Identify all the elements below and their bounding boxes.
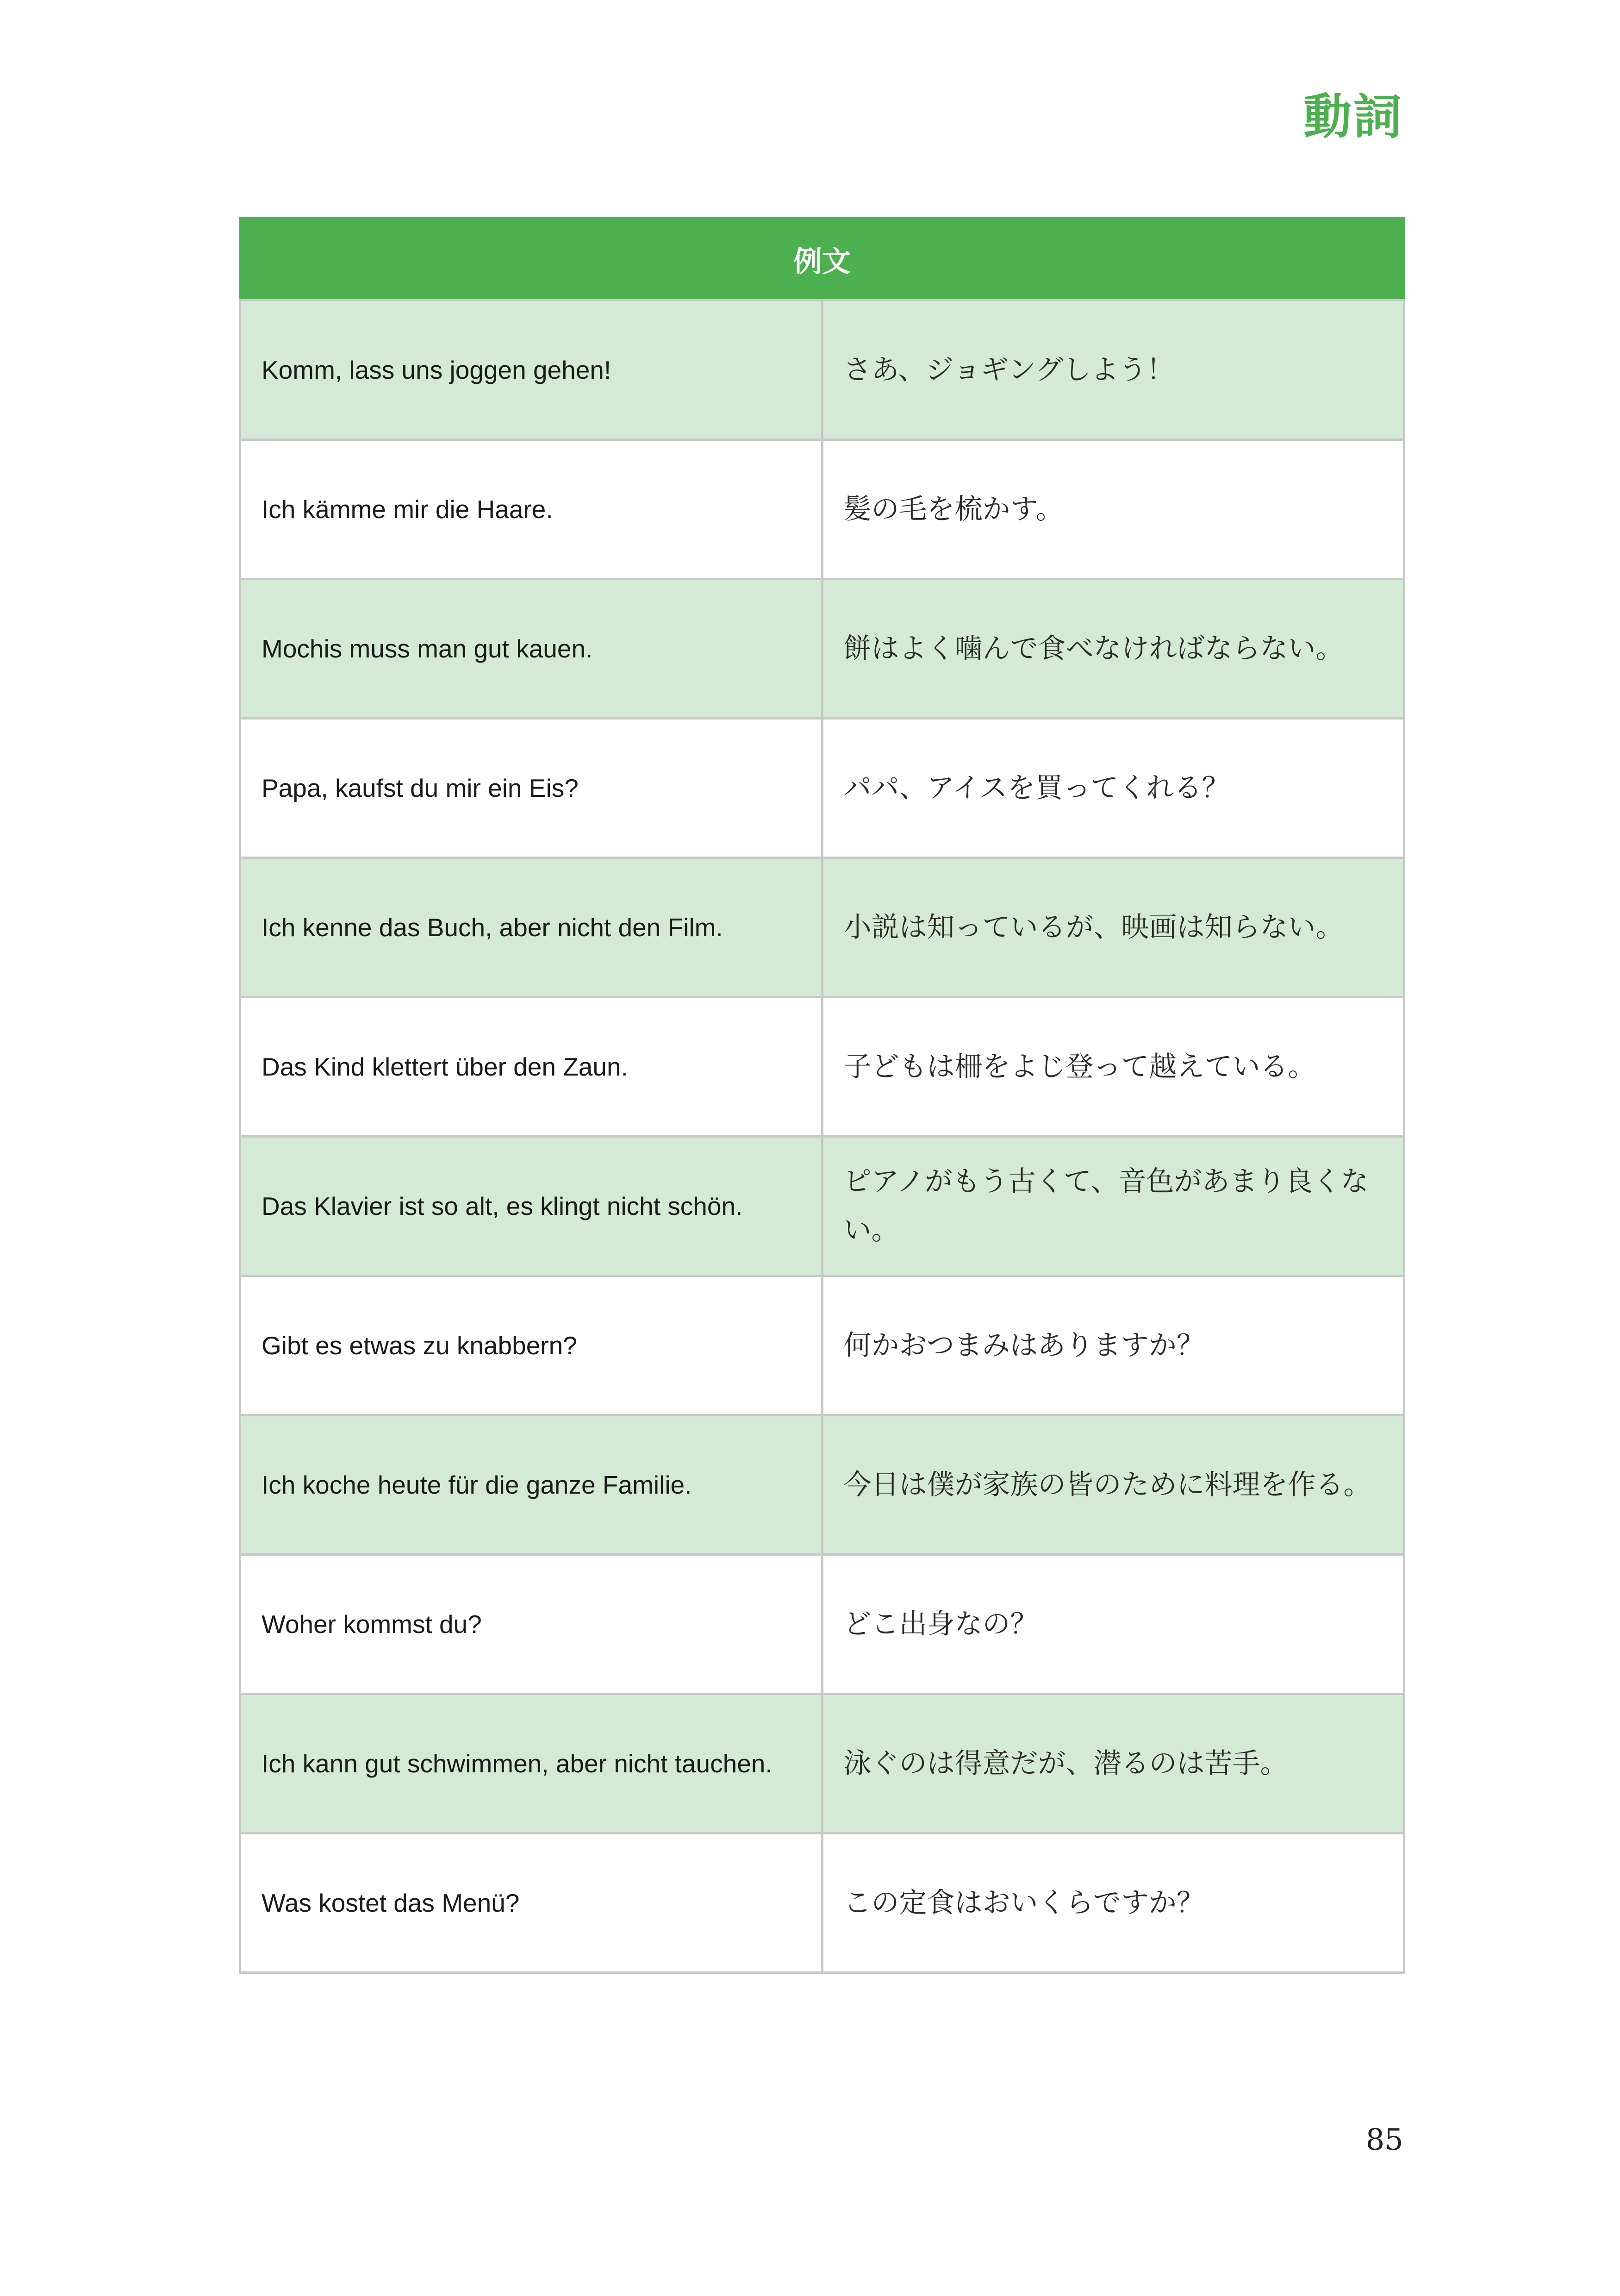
table-row xyxy=(240,719,1404,858)
table-row xyxy=(240,1415,1404,1555)
table-row xyxy=(240,300,1404,440)
german-sentence: Das Klavier ist so alt, es klingt nicht schön. xyxy=(240,1137,822,1276)
table-row xyxy=(240,1555,1404,1694)
german-sentence: Mochis muss man gut kauen. xyxy=(240,579,822,719)
german-sentence: Papa, kaufst du mir ein Eis? xyxy=(240,719,822,858)
table-row xyxy=(240,858,1404,997)
german-sentence: Ich kenne das Buch, aber nicht den Film. xyxy=(240,858,822,997)
japanese-translation: 子どもは柵をよじ登って越えている。 xyxy=(822,997,1404,1137)
table-heading: 例文 xyxy=(240,218,1404,300)
german-sentence: Das Kind klettert über den Zaun. xyxy=(240,997,822,1137)
japanese-translation: 餅はよく噛んで食べなければならない。 xyxy=(822,579,1404,719)
german-sentence: Gibt es etwas zu knabbern? xyxy=(240,1276,822,1415)
table-row xyxy=(240,1833,1404,1973)
table-row xyxy=(240,1694,1404,1833)
japanese-translation: パパ、アイスを買ってくれる？ xyxy=(822,719,1404,858)
japanese-translation: 小説は知っているが、映画は知らない。 xyxy=(822,858,1404,997)
table-header-row xyxy=(240,218,1404,300)
japanese-translation: さあ、ジョギングしよう！ xyxy=(822,300,1404,440)
table-row xyxy=(240,440,1404,579)
german-sentence: Komm, lass uns joggen gehen! xyxy=(240,300,822,440)
german-sentence: Ich koche heute für die ganze Familie. xyxy=(240,1415,822,1555)
table-row xyxy=(240,1276,1404,1415)
japanese-translation: この定食はおいくらですか？ xyxy=(822,1833,1404,1973)
table-row xyxy=(240,997,1404,1137)
japanese-translation: どこ出身なの？ xyxy=(822,1555,1404,1694)
german-sentence: Ich kämme mir die Haare. xyxy=(240,440,822,579)
japanese-translation: 泳ぐのは得意だが、潜るのは苦手。 xyxy=(822,1694,1404,1833)
japanese-translation: 何かおつまみはありますか？ xyxy=(822,1276,1404,1415)
german-sentence: Woher kommst du? xyxy=(240,1555,822,1694)
japanese-translation: 今日は僕が家族の皆のために料理を作る。 xyxy=(822,1415,1404,1555)
example-sentences-table xyxy=(239,217,1405,1974)
german-sentence: Was kostet das Menü? xyxy=(240,1833,822,1973)
german-sentence: Ich kann gut schwimmen, aber nicht tauchen. xyxy=(240,1694,822,1833)
japanese-translation: ピアノがもう古くて、音色があまり良くない。 xyxy=(822,1137,1404,1276)
japanese-translation: 髪の毛を梳かす。 xyxy=(822,440,1404,579)
section-title: 動詞 xyxy=(1303,88,1403,145)
table-row xyxy=(240,579,1404,719)
table-row xyxy=(240,1137,1404,1276)
page-number: 85 xyxy=(1365,2123,1403,2157)
